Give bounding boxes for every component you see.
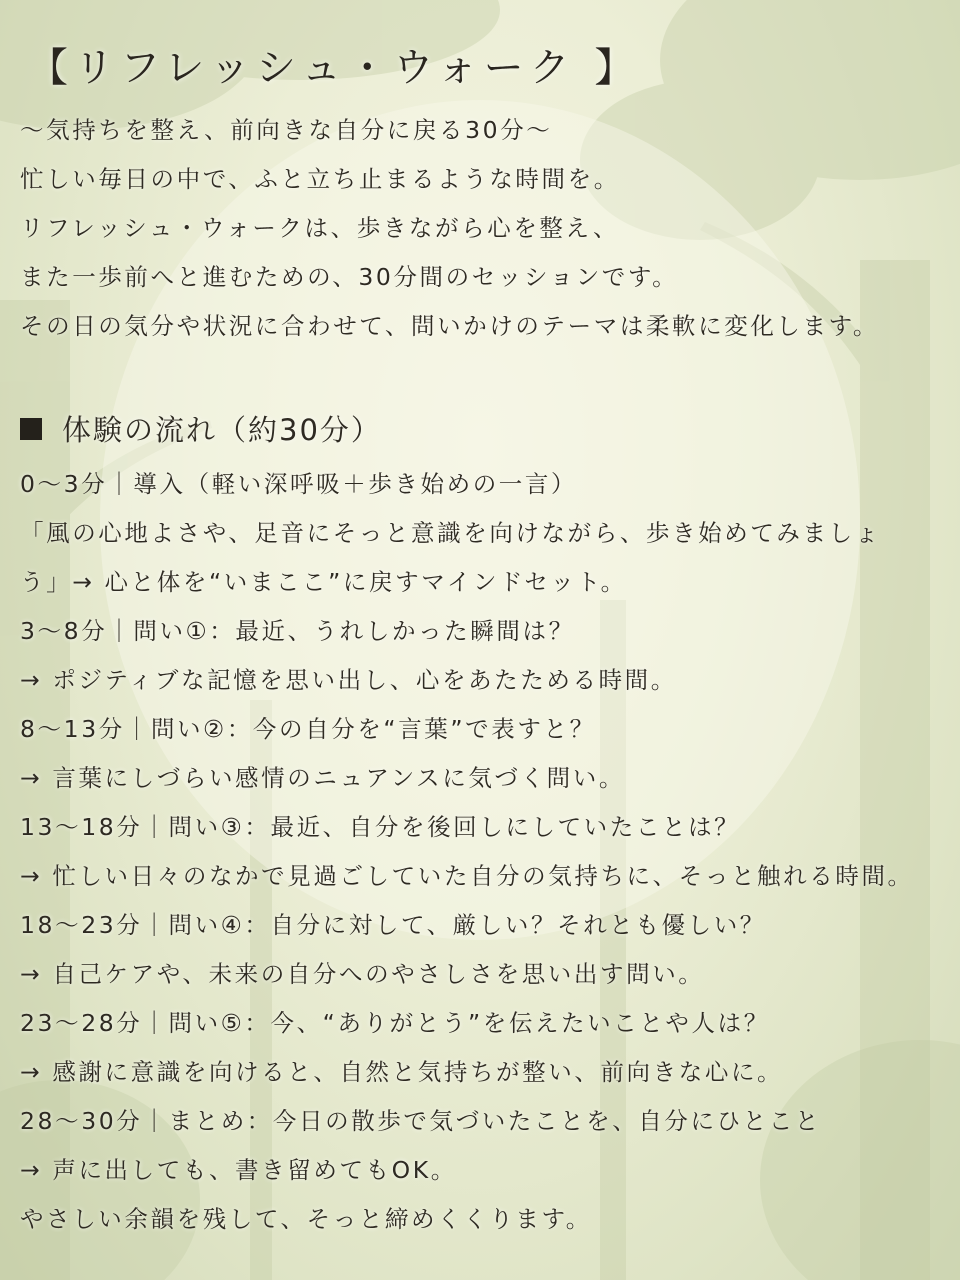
intro-line: リフレッシュ・ウォークは、歩きながら心を整え、 bbox=[20, 214, 620, 242]
black-square-icon bbox=[20, 418, 42, 440]
flow-step-detail: → 声に出しても、書き留めてもOK。 bbox=[20, 1156, 457, 1184]
flow-step-detail: → ポジティブな記憶を思い出し、心をあたためる時間。 bbox=[20, 666, 677, 694]
flow-step-title: 28〜30分｜まとめ：今日の散歩で気づいたことを、自分にひとこと bbox=[20, 1107, 822, 1135]
intro-paragraph bbox=[20, 106, 950, 351]
flow-step-detail: う」→ 心と体を“いまここ”に戻すマインドセット。 bbox=[20, 568, 627, 596]
flow-step-detail: → 忙しい日々のなかで見過ごしていた自分の気持ちに、そっと触れる時間。 bbox=[20, 862, 914, 890]
flow-step-detail: → 言葉にしづらい感情のニュアンスに気づく問い。 bbox=[20, 764, 625, 792]
flow-step-title: 23〜28分｜問い⑤：今、“ありがとう”を伝えたいことや人は？ bbox=[20, 1009, 770, 1037]
page-title: 【リフレッシュ・ウォーク 】 bbox=[28, 45, 641, 91]
flow-step-title: 3〜8分｜問い①：最近、うれしかった瞬間は？ bbox=[20, 617, 575, 645]
flow-step-detail: → 自己ケアや、未来の自分へのやさしさを思い出す問い。 bbox=[20, 960, 705, 988]
flow-step-title: 8〜13分｜問い②：今の自分を“言葉”で表すと？ bbox=[20, 715, 596, 743]
closing-line: やさしい余韻を残して、そっと締めくくります。 bbox=[20, 1205, 592, 1233]
flow-step-title: 13〜18分｜問い③：最近、自分を後回しにしていたことは？ bbox=[20, 813, 741, 841]
intro-line: 忙しい毎日の中で、ふと立ち止まるような時間を。 bbox=[20, 165, 620, 193]
intro-subtitle: 〜気持ちを整え、前向きな自分に戻る30分〜 bbox=[20, 116, 553, 144]
flow-list bbox=[20, 460, 950, 1244]
section-heading-text: 体験の流れ（約30分） bbox=[62, 413, 382, 447]
flow-step-title: 18〜23分｜問い④：自分に対して、厳しい？それとも優しい？ bbox=[20, 911, 766, 939]
flow-step-title: 0〜3分｜導入（軽い深呼吸＋歩き始めの一言） bbox=[20, 470, 578, 498]
section-heading bbox=[20, 408, 382, 449]
flow-step-detail: 「風の心地よさや、足音にそっと意識を向けながら、歩き始めてみましょ bbox=[20, 519, 881, 547]
intro-line: また一歩前へと進むための、30分間のセッションです。 bbox=[20, 263, 679, 291]
flow-step-detail: → 感謝に意識を向けると、自然と気持ちが整い、前向きな心に。 bbox=[20, 1058, 784, 1086]
intro-line: その日の気分や状況に合わせて、問いかけのテーマは柔軟に変化します。 bbox=[20, 312, 879, 340]
